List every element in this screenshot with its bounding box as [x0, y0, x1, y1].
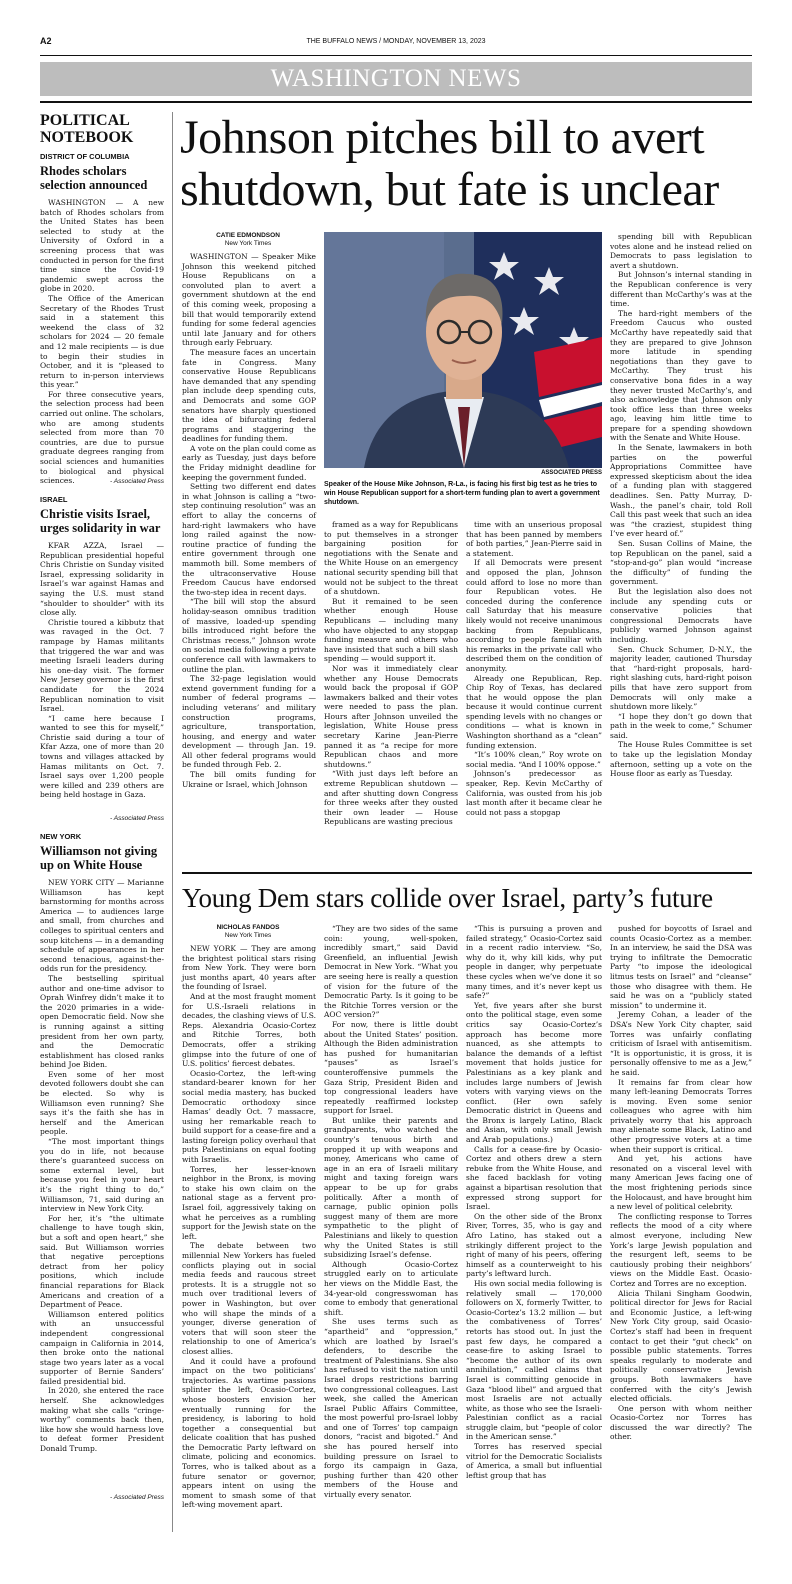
brief-credit: - Associated Press	[110, 478, 164, 485]
story1-headline: Johnson pitches bill to avert shutdown, but fate is unclear	[180, 111, 719, 216]
page-number: A2	[40, 36, 52, 46]
paragraph: If all Democrats were present and opposed the plan, Johnson could afford to lose no more than four Republican votes. He conceded during the conference call Saturday that his measure likely would not receive unanimous backing from Republicans, according to people familiar with his remarks in the private call who described them on the condition of anonymity.	[466, 558, 602, 673]
paragraph: Sen. Susan Collins of Maine, the top Republican on the panel, said a “stop-and-go” plan would “increase the difficulty” of funding the government.	[610, 539, 752, 587]
section-rule	[40, 101, 752, 103]
story1-col-3	[466, 520, 602, 864]
paragraph: WASHINGTON — A new batch of Rhodes scholars from the United States has been selected to study at the University of Oxford in a screening process that was conducted in person for the first time since the Covid-19 pandemic swept across the globe in 2020.	[40, 198, 164, 294]
paragraph: A vote on the plan could come as early as Tuesday, just days before the Friday midnight deadline for keeping the government funded.	[182, 443, 316, 482]
paragraph: NEW YORK — They are among the brightest political stars rising from New York. They were born just months apart, 40 years after the founding of Israel.	[182, 944, 316, 992]
paragraph: Alicia Thilani Singham Goodwin, political director for Jews for Racial and Economic Justice, a left-wing New York City group, said Ocasio-Cortez’s staff had been in frequent contact to get their “gut check” on possible public statements. Torres speaks regularly to moderate and politically conservative Jewish groups. Both lawmakers have conferred with the city’s Jewish elected officials.	[610, 1288, 752, 1404]
page-dateline: THE BUFFALO NEWS / MONDAY, NOVEMBER 13, 2023	[306, 38, 486, 45]
paragraph: But it remained to be seen whether enough House Republicans — including many who have objected to any stopgap funding measure and others who have insisted that such a bill slash spending — would support it.	[324, 596, 458, 664]
byline-outlet: New York Times	[224, 932, 272, 939]
paragraph: The hard-right members of the Freedom Caucus who ousted McCarthy have repeatedly said that they are prepared to give Johnson more latitude in spending negotiations than they gave to McCarthy. They trust his conservative bona fides in a way they never trusted McCarthy’s, and also acknowledge that Johnson only took office less than three weeks ago, leaving him little time to prepare for a spending showdown with the Senate and White House.	[610, 308, 752, 443]
paragraph: “The bill will stop the absurd holiday-season omnibus tradition of massive, loaded-up spending bills introduced right before the Christmas recess,” Johnson wrote on social media following a private conference call with lawmakers to outline the plan.	[182, 597, 316, 674]
paragraph: KFAR AZZA, Israel — Republican presidential hopeful Chris Christie on Sunday visited Israel, expressing solidarity in Israel’s war against Hamas and saying the U.S. must stand “shoulder to shoulder” with its close ally.	[40, 541, 164, 618]
paragraph: And yet, his actions have resonated on a visceral level with many American Jews facing one of the most frightening periods since the Holocaust, and have brought him a new level of political celebrity.	[610, 1154, 752, 1212]
paragraph: WASHINGTON — Speaker Mike Johnson this weekend pitched House Republicans on a convoluted plan to avert a government shutdown at the end of this coming week, proposing a bill that would temporarily extend funding for some federal agencies until late January and for others through early February.	[182, 252, 316, 348]
paragraph: It remains far from clear how many left-leaning Democrats Torres is moving. Even some senior colleagues who agree with him privately worry that his approach may alienate some Black, Latino and other progressive voters at a time when their support is critical.	[610, 1077, 752, 1154]
brief-kicker: ISRAEL	[40, 495, 68, 504]
paragraph: On the other side of the Bronx River, Torres, 35, who is gay and Afro Latino, has staked out a strikingly different project to the right of many of his peers, offering himself as a counterweight to his party’s leftward lurch.	[466, 1211, 602, 1279]
story2-col-2	[324, 924, 458, 1534]
paragraph: But the legislation also does not include any spending cuts or conservative policies that congressional Democrats have publicly warned Johnson against including.	[610, 586, 752, 644]
paragraph: Torres, her lesser-known neighbor in the Bronx, is moving to stake his own claim on the national stage as a fervent pro-Israel foil, aggressively taking on what he perceives as a rumbling support for the Jewish state on the left.	[182, 1164, 316, 1241]
story1-col-1	[182, 252, 316, 864]
paragraph: “With just days left before an extreme Republican shutdown — and after shutting down Congress for three weeks after they ousted their own leader — House Republicans are wasting precious	[324, 769, 458, 827]
paragraph: She uses terms such as “apartheid” and “oppression,” which are loathed by Israel’s defenders, to describe the treatment of Palestinians. She also has refused to visit the nation until Israel drops restrictions barring two congressional colleagues. Last week, she called the American Israel Public Affairs Committee, the most powerful pro-Israel lobby and one of Torres’ top campaign donors, “racist and bigoted.” And she has poured herself into building pressure on Israel to forgo its campaign in Gaza, pushing further than 420 other members of the House and virtually every senator.	[324, 1317, 458, 1500]
paragraph: Even some of her most devoted followers doubt she can be elected. So why is Williamson even running? She says it’s the faith she has in herself and the American people.	[40, 1069, 164, 1137]
paragraph: And at the most fraught moment for U.S.-Israeli relations in decades, the clashing views of U.S. Reps. Alexandria Ocasio-Cortez and Ritchie Torres, both Democrats, offer a striking glimpse into the future of one of U.S. politics’ fiercest debates.	[182, 991, 316, 1069]
byline-outlet: New York Times	[224, 240, 272, 247]
speaker-johnson-photo	[324, 232, 602, 468]
brief-kicker: NEW YORK	[40, 832, 82, 841]
paragraph: Nor was it immediately clear whether any House Democrats would back the proposal if GOP lawmakers balked and their votes were needed to pass the plan. Hours after Johnson unveiled the legislation, White House press secretary Karine Jean-Pierre panned it as “a recipe for more Republican chaos and more shutdowns.”	[324, 663, 458, 769]
paragraph: “They are two sides of the same coin: young, well-spoken, incredibly smart,” said David Greenfield, an influential Jewish Democrat in New York. “What you are seeing here is really a question of vision for the future of the Democratic Party. Is it going to be the Ritchie Torres version or the AOC version?”	[324, 924, 458, 1020]
page-header	[40, 34, 752, 48]
story2-col-4	[610, 924, 752, 1534]
paragraph: Already one Republican, Rep. Chip Roy of Texas, has declared that he would oppose the plan because it would continue current spending levels with no changes or conditions — what is known in Washington shorthand as a “clean” funding extension.	[466, 673, 602, 750]
paragraph: In the Senate, lawmakers in both parties on the powerful Appropriations Committee have expressed skepticism about the idea of a funding plan with staggered deadlines. Sen. Patty Murray, D-Wash., the panel’s chair, told Roll Call this past week that such an idea was “the craziest, stupidest thing I’ve ever heard of.”	[610, 443, 752, 539]
paragraph: pushed for boycotts of Israel and counts Ocasio-Cortez as a member. In an interview, he said the DSA was trying to infiltrate the Democratic Party “to impose the ideological litmus tests on Israel” and “cleanse” those who disagree with them. He said he was on a “publicly stated mission” to undermine it.	[610, 924, 752, 1010]
paragraph: His own social media following is relatively small — 170,000 followers on X, formerly Twitter, to Ocasio-Cortez’s 13.2 million — but the combativeness of Torres’ retorts has stood out. In just the past few days, he compared a cease-fire to asking Israel to “become the author of its own annihilation,” called claims that Israel is committing genocide in Gaza “blood libel” and argued that most Israelis are not actually white, as those who see the Israeli-Palestinian conflict as a racial struggle claim, but “people of color in the American sense.”	[466, 1278, 602, 1442]
paragraph: Although Ocasio-Cortez struggled early on to articulate her views on the Middle East, the 34-year-old congresswoman has come to embody that generational shift.	[324, 1259, 458, 1317]
paragraph: Yet, five years after she burst onto the political stage, even some critics say Ocasio-Cortez’s approach has become more nuanced, as she attempts to balance the demands of a leftist movement that holds justice for Palestinians as a key plank and includes large numbers of Jewish voters with varying views on the conflict. (Her own safely Democratic district in Queens and the Bronx is largely Latino, Black and Asian, with only small Jewish and Arab populations.)	[466, 1000, 602, 1145]
brief-headline: Christie visits Israel, urges solidarity in war	[40, 507, 161, 535]
paragraph: framed as a way for Republicans to put themselves in a stronger bargaining position for negotiations with the Senate and the White House on an emergency national security spending bill that would not be subject to the threat of a shutdown.	[324, 520, 458, 597]
paragraph: But unlike their parents and grandparents, who watched the country’s tenuous birth and propped it up with weapons and money, Americans who came of age in an era of Israeli military might and taxing foreign wars appear to be up for grabs politically. After a month of carnage, public opinion polls suggest many of them are more sympathetic to the plight of Palestinians and likely to question why the United States is still subsidizing Israel’s defense.	[324, 1115, 458, 1260]
photo-caption: Speaker of the House Mike Johnson, R-La., is facing his first big test as he tries to win House Republican support for a short-term funding plan to avert a government shutdown.	[324, 481, 600, 506]
paragraph: In 2020, she entered the race herself. She acknowledges making what she calls “cringe-worthy” comments back then, like how she would harness love to defeat former President Donald Trump.	[40, 1386, 164, 1454]
brief-williamson	[40, 832, 164, 1501]
paragraph: The measure faces an uncertain fate in Congress. Many conservative House Republicans have demanded that any spending plan include deep spending cuts, and Democrats and some GOP senators have sharply questioned the idea of bifurcating federal programs and staggering the deadlines for funding them.	[182, 347, 316, 444]
paragraph: spending bill with Republican votes alone and he instead relied on Democrats to pass legislation to avert a shutdown.	[610, 232, 752, 270]
paragraph: For her, it’s “the ultimate challenge to have tough skin, but a soft and open heart,” she said. But Williamson worries that negative perceptions detract from her policy positions, which include financial reparations for Black Americans and creation of a Department of Peace.	[40, 1213, 164, 1310]
paragraph: Setting two different end dates in what Johnson is calling a “two-step continuing resolution” was an effort to allay the concerns of hard-right lawmakers who have long railed against the now-routine practice of funding the entire government through one mammoth bill. Some members of the ultraconservative House Freedom Caucus have endorsed the two-step idea in recent days.	[182, 482, 316, 597]
paragraph: For now, there is little doubt about the United States’ position. Although the Biden administration has pushed for humanitarian “pauses” as Israel’s counteroffensive pummels the Gaza Strip, President Biden and top congressional leaders have repeatedly reaffirmed lockstep support for Israel.	[324, 1019, 458, 1116]
brief-headline: Rhodes scholars selection announced	[40, 164, 148, 192]
paragraph: “It’s 100% clean,” Roy wrote on social media. “And I 100% oppose.”	[466, 750, 602, 769]
story1-col-4	[610, 232, 752, 864]
brief-credit: - Associated Press	[110, 1494, 164, 1501]
notebook-title: POLITICAL NOTEBOOK	[40, 112, 134, 146]
brief-credit: - Associated Press	[110, 815, 164, 822]
paragraph: One person with whom neither Ocasio-Cortez nor Torres has discussed the war directly? The other.	[610, 1403, 752, 1442]
paragraph: “This is pursuing a proven and failed strategy,” Ocasio-Cortez said in a recent radio interview. “So, why do it, why kill kids, why put people in danger, why perpetuate these cycles when we’ve done it so many times, and it’s never kept us safe?”	[466, 924, 602, 1001]
paragraph: Calls for a cease-fire by Ocasio-Cortez and others drew a stern rebuke from the White House, and she faced backlash for voting against a bipartisan resolution that expressed strong support for Israel.	[466, 1144, 602, 1212]
byline-name: CATIE EDMONDSON	[216, 232, 280, 239]
brief-christie	[40, 495, 164, 822]
paragraph: The bestselling spiritual author and one-time advisor to Oprah Winfrey didn’t make it to the 2020 primaries in a wide-open Democratic field. Now she is running against a sitting president from her own party, and the Democratic establishment has closed ranks behind Joe Biden.	[40, 973, 164, 1070]
paragraph: Sen. Chuck Schumer, D-N.Y., the majority leader, cautioned Thursday that “hard-right proposals, hard-right slashing cuts, hard-right poison pills that have zero support from Democrats will only make a shutdown more likely.”	[610, 644, 752, 712]
paragraph: The conflicting response to Torres reflects the mood of a city where almost everyone, including New York’s large Jewish population and the resurgent left, seems to be cautiously probing their neighbors’ views on the Middle East. Ocasio-Cortez and Torres are no exception.	[610, 1211, 752, 1288]
brief-body	[40, 878, 164, 1492]
paragraph: The debate between two millennial New Yorkers has fueled conflicts playing out in social media feeds and raucous street protests. It is a struggle not so much over traditional levers of power in Washington, but over who will shape the minds of a younger, diverse generation of voters that will soon steer the relationship to one of America’s closest allies.	[182, 1241, 316, 1356]
story-divider	[182, 872, 752, 874]
brief-headline: Williamson not giving up on White House	[40, 844, 158, 872]
story2-col-3	[466, 924, 602, 1534]
paragraph: The 32-page legislation would extend government funding for a number of federal programs — including veterans’ and military construction programs, agriculture, transportation, housing, and energy and water development — through Jan. 19. All other federal programs would be funded through Feb. 2.	[182, 674, 316, 770]
paragraph: “The most important things you do in life, not because there’s guaranteed success on some external level, but because you feel in your heart it’s the right thing to do,” Williamson, 71, said during an interview in New York City.	[40, 1137, 164, 1214]
paragraph: time with an unserious proposal that has been panned by members of both parties,” Jean-Pierre said in a statement.	[466, 520, 602, 558]
paragraph: The bill omits funding for Ukraine or Israel, which Johnson	[182, 770, 316, 789]
story2-byline	[182, 924, 314, 940]
story2-headline: Young Dem stars collide over Israel, party’s future	[182, 883, 713, 913]
paragraph: For three consecutive years, the selection process had been carried out online. The scholars, who are among students selected from more than 70 countries, are due to pursue graduate degrees ranging from social sciences and humanities to biological and physical sciences.	[40, 389, 164, 486]
political-notebook	[40, 112, 164, 1511]
portrait-image	[324, 232, 602, 468]
photo-credit: ASSOCIATED PRESS	[541, 470, 602, 476]
paragraph: Johnson’s predecessor as speaker, Rep. Kevin McCarthy of California, was ousted from his job last month after it became clear he could not pass a stopgap	[466, 769, 602, 817]
section-title: WASHINGTON NEWS	[40, 62, 752, 96]
paragraph: Christie toured a kibbutz that was ravaged in the Oct. 7 rampage by Hamas militants that triggered the war and was meeting Israeli leaders during his one-day visit. The former New Jersey governor is the first candidate for the 2024 Republican nomination to visit Israel.	[40, 617, 164, 714]
brief-rhodes	[40, 152, 164, 485]
story1-byline	[182, 232, 314, 248]
paragraph: Williamson entered politics with an unsuccessful independent congressional campaign in California in 2014, then broke onto the national stage two years later as a vocal supporter of Bernie Sanders’ failed presidential bid.	[40, 1309, 164, 1386]
paragraph: NEW YORK CITY — Marianne Williamson has kept barnstorming for months across America — to audiences large and small, from churches and colleges to spiritual centers and soup kitchens — in a demanding schedule of appearances in her second tenacious, against-the-odds run for the presidency.	[40, 878, 164, 974]
paragraph: And it could have a profound impact on the two politicians’ trajectories. As wartime passions splinter the left, Ocasio-Cortez, whose boosters envision her eventually running for the presidency, is laboring to hold together a consequential but delicate coalition that has pushed the Democratic Party leftward on climate, policing and economics. Torres, who is talked about as a future senator or governor, appears intent on using the moment to smash some of that left-wing movement apart.	[182, 1356, 316, 1510]
paragraph: “I hope they don’t go down that path in the week to come,” Schumer said.	[610, 711, 752, 740]
column-divider	[172, 112, 173, 1532]
paragraph: Torres has reserved special vitriol for the Democratic Socialists of America, a small but influential leftist group that has	[466, 1442, 602, 1480]
paragraph: The House Rules Committee is set to take up the legislation Monday afternoon, setting up a vote on the House floor as early as Tuesday.	[610, 740, 752, 779]
paragraph: “I came here because I wanted to see this for myself,” Christie said during a tour of Kfar Azza, one of more than 20 towns and villages attacked by Hamas militants on Oct. 7. Israel says over 1,200 people were killed and 239 others are being held hostage in Gaza.	[40, 713, 164, 800]
paragraph: Jeremy Cohan, a leader of the DSA’s New York City chapter, said Torres was unfairly conflating criticism of Israel with antisemitism. “It is opportunistic, it is gross, it is personally offensive to me as a Jew,” he said.	[610, 1010, 752, 1077]
story1-col-2	[324, 520, 458, 864]
paragraph: The Office of the American Secretary of the Rhodes Trust said in a statement this weekend the class of 32 scholars for 2024 — 20 female and 12 male recipients — is due to begin their studies in October, and it is “pleased to return to in-person interviews this year.”	[40, 293, 164, 390]
byline-name: NICHOLAS FANDOS	[216, 924, 280, 931]
story2-col-1	[182, 944, 316, 1534]
paragraph: But Johnson’s internal standing in the Republican conference is very different than McCarthy’s was at the time.	[610, 270, 752, 309]
brief-kicker: DISTRICT OF COLUMBIA	[40, 152, 130, 161]
brief-body	[40, 541, 164, 813]
paragraph: Ocasio-Cortez, the left-wing standard-bearer known for her social media mastery, has bucked Democratic orthodoxy since Hamas’ deadly Oct. 7 massacre, using her remarkable reach to build support for a cease-fire and a lasting foreign policy overhaul that puts Palestinians on equal footing with Israelis.	[182, 1068, 316, 1165]
header-rule	[40, 55, 752, 56]
